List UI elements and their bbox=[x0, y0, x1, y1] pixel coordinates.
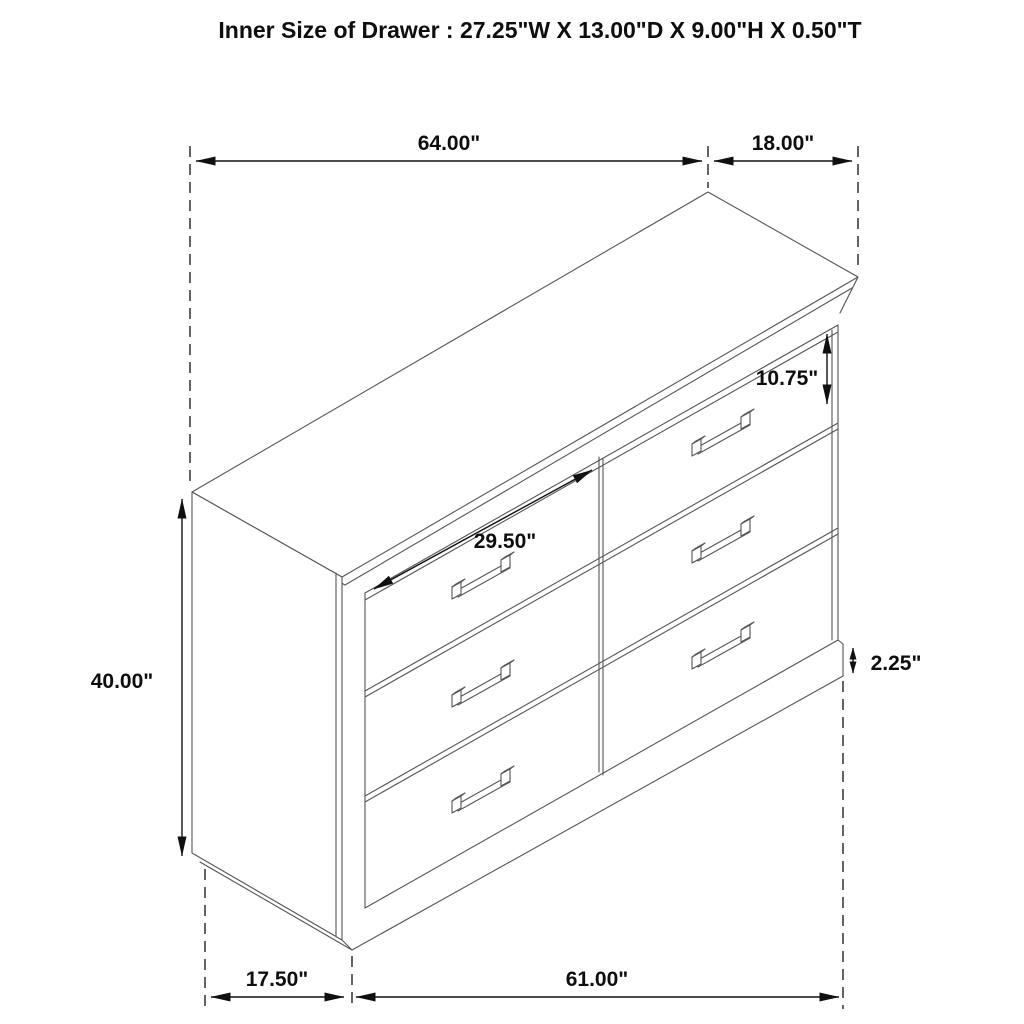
dim-label-top-width: 64.00" bbox=[417, 132, 481, 155]
base-right-step bbox=[838, 640, 843, 676]
dim-label-drawer-front-height: 10.75" bbox=[755, 367, 819, 390]
dim-label-base-height: 2.25" bbox=[870, 652, 922, 675]
dim-top-depth bbox=[714, 132, 852, 161]
dim-base-height bbox=[853, 648, 921, 675]
dim-bottom-depth bbox=[211, 968, 344, 997]
dim-bottom-width bbox=[356, 968, 839, 997]
dim-top-width bbox=[196, 132, 702, 161]
dim-label-overall-height: 40.00" bbox=[90, 670, 154, 693]
diagram-title: Inner Size of Drawer : 27.25"W X 13.00"D X 9.00"H X 0.50"T bbox=[218, 17, 862, 43]
dim-label-top-depth: 18.00" bbox=[751, 132, 815, 155]
dim-label-bottom-width: 61.00" bbox=[565, 968, 629, 991]
dresser-artwork bbox=[192, 192, 858, 950]
dim-label-drawer-diagonal: 29.50" bbox=[473, 530, 537, 553]
dim-overall-height bbox=[91, 499, 182, 856]
dim-label-bottom-depth: 17.50" bbox=[245, 968, 309, 991]
